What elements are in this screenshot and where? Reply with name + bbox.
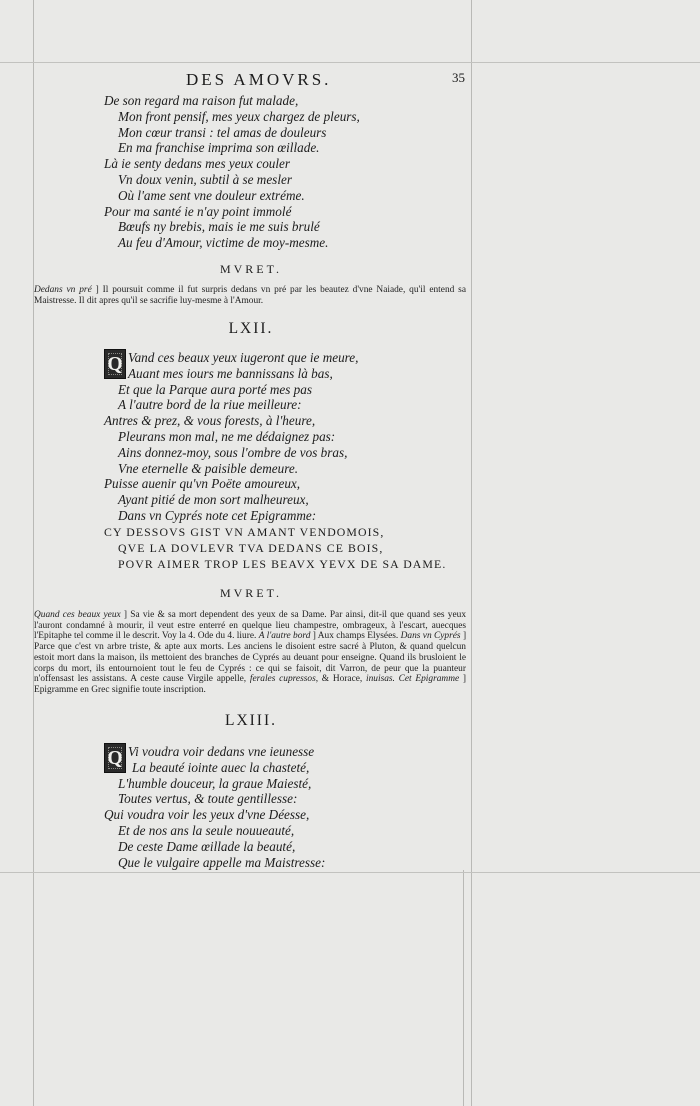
commentary-text: ] Il poursuit comme il fut surpris dedans vn pré par les beautez d'vne Naiade, qu'il entend sa Maistresse. Il dit apres qu'il se sacrifie luy-mesme à l'Amour. bbox=[34, 285, 466, 306]
scan-margin-rule bbox=[0, 62, 700, 63]
verse-line: De ceste Dame œillade la beauté, bbox=[118, 838, 296, 854]
verse-line: Au feu d'Amour, victime de moy-mesme. bbox=[118, 235, 329, 251]
verse-line: Que le vulgaire appelle ma Maistresse: bbox=[118, 854, 326, 870]
sonnet-number: LXIII. bbox=[224, 712, 278, 729]
verse-line: Vn doux venin, subtil à se mesler bbox=[118, 171, 292, 187]
commentary-lemma: Dedans vn pré bbox=[34, 285, 92, 295]
decorated-initial: Q bbox=[104, 743, 126, 773]
commentary-lemma: A l'autre bord bbox=[258, 631, 311, 642]
verse-line: Vand ces beaux yeux iugeront que ie meure, bbox=[128, 350, 359, 365]
sonnet-number: LXII. bbox=[228, 320, 274, 337]
verse-line: De son regard ma raison fut malade, bbox=[104, 93, 299, 108]
decorated-initial: Q bbox=[104, 349, 126, 379]
commentary-text: ] Parce que c'est vn arbre triste, & apte aux morts. Les anciens le disoient estre sacré à Pluton, & quand quelcun estoit mort dans la maison, ils mettoient des branches de Cyprés au deuant pour enseigne. Quand ils brusloient le corps du mort, ils entournoient tout le feu de Cyprés : ce qui se faisoit, dit Varron, de peur que la puanteur n'offensast les assistans. A ceste cause Virgile appelle, bbox=[34, 631, 467, 685]
verse-line: Bœufs ny brebis, mais ie me suis brulé bbox=[118, 219, 320, 235]
verse-line: En ma franchise imprima son œillade. bbox=[118, 140, 320, 156]
commentary-lemma: Cet Epigramme bbox=[398, 674, 460, 685]
commentary-lemma: Quand ces beaux yeux bbox=[34, 610, 121, 620]
commentary-text: , & Horace, bbox=[315, 674, 363, 685]
sonnet-lxii-body bbox=[34, 350, 468, 524]
scan-margin-rule bbox=[463, 870, 464, 1106]
verse-line: Là ie senty dedans mes yeux couler bbox=[104, 156, 291, 172]
verse-line: Où l'ame sent vne douleur extréme. bbox=[118, 187, 305, 203]
commentary-text: ] Sa vie & sa mort dependent des yeux de sa Dame. Par ainsi, dit-il que quand ses yeux l'auront condamné à mourir, il veut estre enterré en quelque lieu champestre, ombrageux, à l'escart, auecques l'Epitaphe tel comme il le descrit. Voy la 4. Ode du 4. liure. bbox=[34, 610, 467, 642]
folio-number: 35 bbox=[452, 70, 465, 85]
verse-line: Ains donnez-moy, sous l'ombre de vos bras, bbox=[118, 444, 348, 460]
verse-line: Qui voudra voir les yeux d'vne Déesse, bbox=[104, 807, 310, 823]
commentary-block bbox=[34, 610, 466, 696]
verse-line: A l'autre bord de la riue meilleure: bbox=[118, 397, 302, 413]
verse-line: Toutes vertus, & toute gentillesse: bbox=[118, 791, 298, 807]
commentary-text: ] Aux champs Elysées. bbox=[312, 631, 399, 642]
commentary-lemma: Dans vn Cyprés bbox=[400, 631, 461, 642]
verse-line: Ayant pitié de mon sort malheureux, bbox=[118, 492, 309, 508]
epitaph bbox=[34, 525, 468, 572]
verse-line: Puisse auenir qu'vn Poëte amoureux, bbox=[104, 476, 301, 492]
verse-line: L'humble douceur, la graue Maiesté, bbox=[118, 775, 312, 791]
verse-line: Vne eternelle & paisible demeure. bbox=[118, 460, 299, 476]
verse-line: Pour ma santé ie n'ay point immolé bbox=[104, 203, 292, 219]
commentary-block bbox=[34, 285, 466, 306]
verse-line: La beauté iointe auec la chasteté, bbox=[132, 759, 310, 775]
verse-line: Et de nos ans la seule nouueauté, bbox=[118, 822, 295, 838]
epitaph-line: CY DESSOVS GIST VN AMANT VENDOMOIS, bbox=[104, 525, 385, 539]
verse-line: Antres & prez, & vous forests, à l'heure, bbox=[104, 413, 316, 429]
scan-margin-rule bbox=[471, 0, 472, 1106]
running-head: DES AMOVRS. bbox=[186, 70, 332, 89]
epitaph-line: POVR AIMER TROP LES BEAVX YEVX DE SA DAME. bbox=[118, 556, 447, 571]
sonnet-lxiii-body bbox=[34, 744, 468, 870]
verse-line: Pleurans mon mal, ne me dédaignez pas: bbox=[118, 428, 336, 444]
commentary-heading: MVRET. bbox=[219, 262, 283, 276]
stanza-lxi-end bbox=[34, 93, 468, 251]
verse-line: Mon front pensif, mes yeux chargez de pleurs, bbox=[118, 108, 360, 124]
commentary-lemma: inuisas. bbox=[365, 674, 395, 685]
verse-line: Vi voudra voir dedans vne ieunesse bbox=[128, 744, 315, 759]
verse-line: Et que la Parque aura porté mes pas bbox=[118, 381, 313, 397]
commentary-lemma: ferales cupressos bbox=[249, 674, 316, 685]
verse-line: Dans vn Cyprés note cet Epigramme: bbox=[118, 507, 317, 523]
commentary-text: ] Epigramme en Grec signifie toute inscription. bbox=[34, 674, 466, 695]
verse-line: Mon cœur transi : tel amas de douleurs bbox=[118, 124, 327, 140]
scan-margin-rule bbox=[0, 872, 700, 873]
verse-line: Auant mes iours me bannissans là bas, bbox=[128, 365, 333, 381]
commentary-heading: MVRET. bbox=[219, 586, 283, 600]
epitaph-line: QVE LA DOVLEVR TVA DEDANS CE BOIS, bbox=[118, 540, 384, 555]
